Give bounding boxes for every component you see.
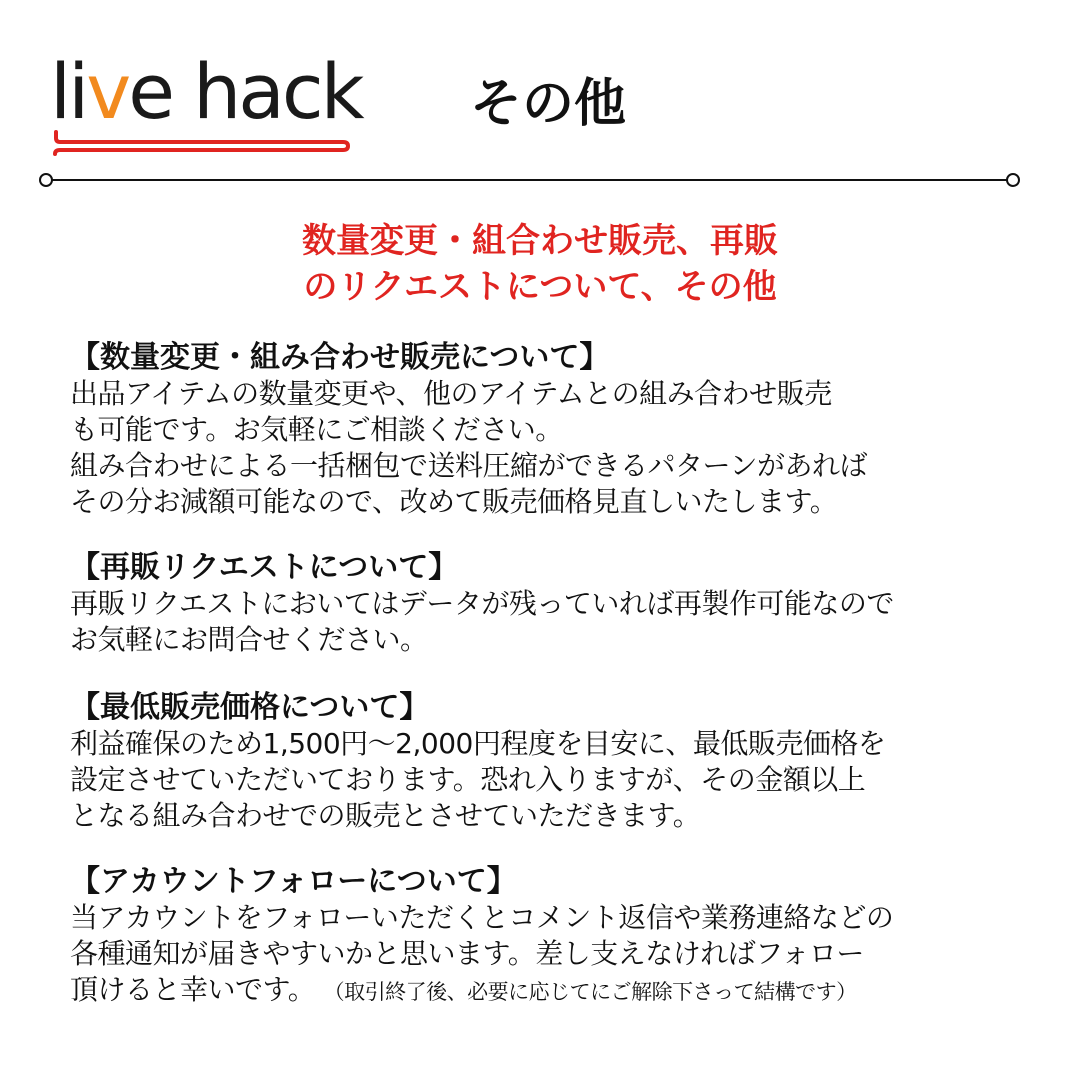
body-line-last bbox=[70, 972, 1030, 1010]
section-heading: 【最低販売価格について】 bbox=[70, 690, 430, 725]
logo-text: live hack bbox=[50, 47, 362, 136]
divider-line bbox=[38, 170, 1022, 190]
subtitle bbox=[0, 218, 1080, 310]
section-quantity-change bbox=[70, 340, 1030, 520]
body-line: 設定させていただいております。恐れ入りますが、その金額以上 bbox=[70, 763, 866, 796]
logo-underline-icon bbox=[50, 128, 355, 156]
subtitle-line-1: 数量変更・組合わせ販売、再販 bbox=[302, 221, 778, 261]
body-line: その分お減額可能なので、改めて販売価格見直しいたします。 bbox=[70, 485, 838, 518]
section-body bbox=[70, 586, 1030, 658]
page-title: その他 bbox=[470, 74, 627, 134]
section-body bbox=[70, 726, 1030, 834]
section-heading: 【アカウントフォローについて】 bbox=[70, 864, 517, 899]
section-minimum-price bbox=[70, 690, 1030, 834]
body-line: となる組み合わせでの販売とさせていただきます。 bbox=[70, 799, 701, 832]
logo bbox=[50, 47, 362, 157]
section-body bbox=[70, 376, 1030, 520]
section-resale-request bbox=[70, 550, 1030, 658]
section-heading: 【再販リクエストについて】 bbox=[70, 550, 459, 585]
body-line: も可能です。お気軽にご相談ください。 bbox=[70, 413, 563, 446]
body-line: 各種通知が届きやすいかと思います。差し支えなければフォロー bbox=[70, 937, 864, 970]
body-line: 当アカウントをフォローいただくとコメント返信や業務連絡などの bbox=[70, 901, 894, 934]
section-heading: 【数量変更・組み合わせ販売について】 bbox=[70, 340, 610, 375]
subtitle-line-2: のリクエストについて、その他 bbox=[303, 267, 777, 307]
body-line-text: 頂けると幸いです。 bbox=[70, 973, 316, 1006]
note-text: （取引終了後、必要に応じてにご解除下さって結構です） bbox=[323, 980, 857, 1004]
body-line: 利益確保のため1,500円〜2,000円程度を目安に、最低販売価格を bbox=[70, 727, 886, 760]
section-body bbox=[70, 900, 1030, 1010]
body-line: 再販リクエストにおいてはデータが残っていれば再製作可能なので bbox=[70, 587, 894, 620]
body-line: 出品アイテムの数量変更や、他のアイテムとの組み合わせ販売 bbox=[70, 377, 832, 410]
section-account-follow bbox=[70, 864, 1030, 1010]
body-line: お気軽にお問合せください。 bbox=[70, 623, 428, 656]
body-line: 組み合わせによる一括梱包で送料圧縮ができるパターンがあれば bbox=[70, 449, 867, 482]
